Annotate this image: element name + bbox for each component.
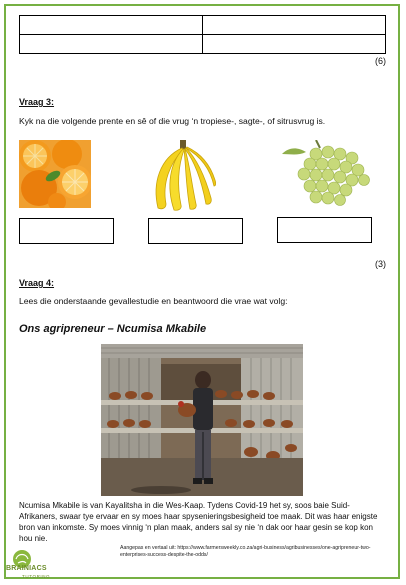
logo-subtitle: TUTORING xyxy=(22,574,51,579)
vraag3-heading: Vraag 3: xyxy=(19,97,55,107)
farmer-with-chickens-photo xyxy=(101,344,303,496)
case-study-text: Ncumisa Mkabile is van Kayalitsha in die Wes-Kaap. Tydens Covid-19 het sy, soos baie Suid-Afrikaners, swaar tye ervaar en sy moes haar spysenieringsbesigheid toe maak. Dit was haar enigste bron van inkomste. Sy moes vinnig ‘n plan maak, anders sal sy nie ‘n dak oor haar gesin se kop kon hou nie. xyxy=(19,501,378,543)
case-study-title: Ons agripreneur – Ncumisa Mkabile xyxy=(19,323,207,335)
answer-table xyxy=(19,15,386,54)
table-cell[interactable] xyxy=(20,35,203,54)
marks-previous: (6) xyxy=(375,56,386,66)
bananas-image xyxy=(150,138,216,212)
marks-vraag3: (3) xyxy=(375,259,386,269)
vraag4-heading: Vraag 4: xyxy=(19,278,55,288)
table-row xyxy=(20,16,386,35)
table-row xyxy=(20,35,386,54)
vraag4-instruction: Lees die onderstaande gevallestudie en beantwoord die vrae wat volg: xyxy=(19,296,288,306)
logo-name: BRAINIACS xyxy=(6,565,47,572)
answer-box-bananas[interactable] xyxy=(148,218,243,244)
grapes-image xyxy=(276,140,376,208)
table-cell[interactable] xyxy=(203,35,386,54)
vraag3-instruction: Kyk na die volgende prente en sê of die vrug ‘n tropiese-, sagte-, of sitrusvrug is. xyxy=(19,116,326,126)
source-citation: Aangepas en vertaal uit: https://www.farmersweekly.co.za/agri-business/agribusinesses/one-agripreneur-two-enterprises-success-despite-the-odds/ xyxy=(120,545,371,558)
table-cell[interactable] xyxy=(20,16,203,35)
oranges-image xyxy=(19,140,91,208)
table-cell[interactable] xyxy=(203,16,386,35)
answer-box-oranges[interactable] xyxy=(19,218,114,244)
answer-box-grapes[interactable] xyxy=(277,217,372,243)
